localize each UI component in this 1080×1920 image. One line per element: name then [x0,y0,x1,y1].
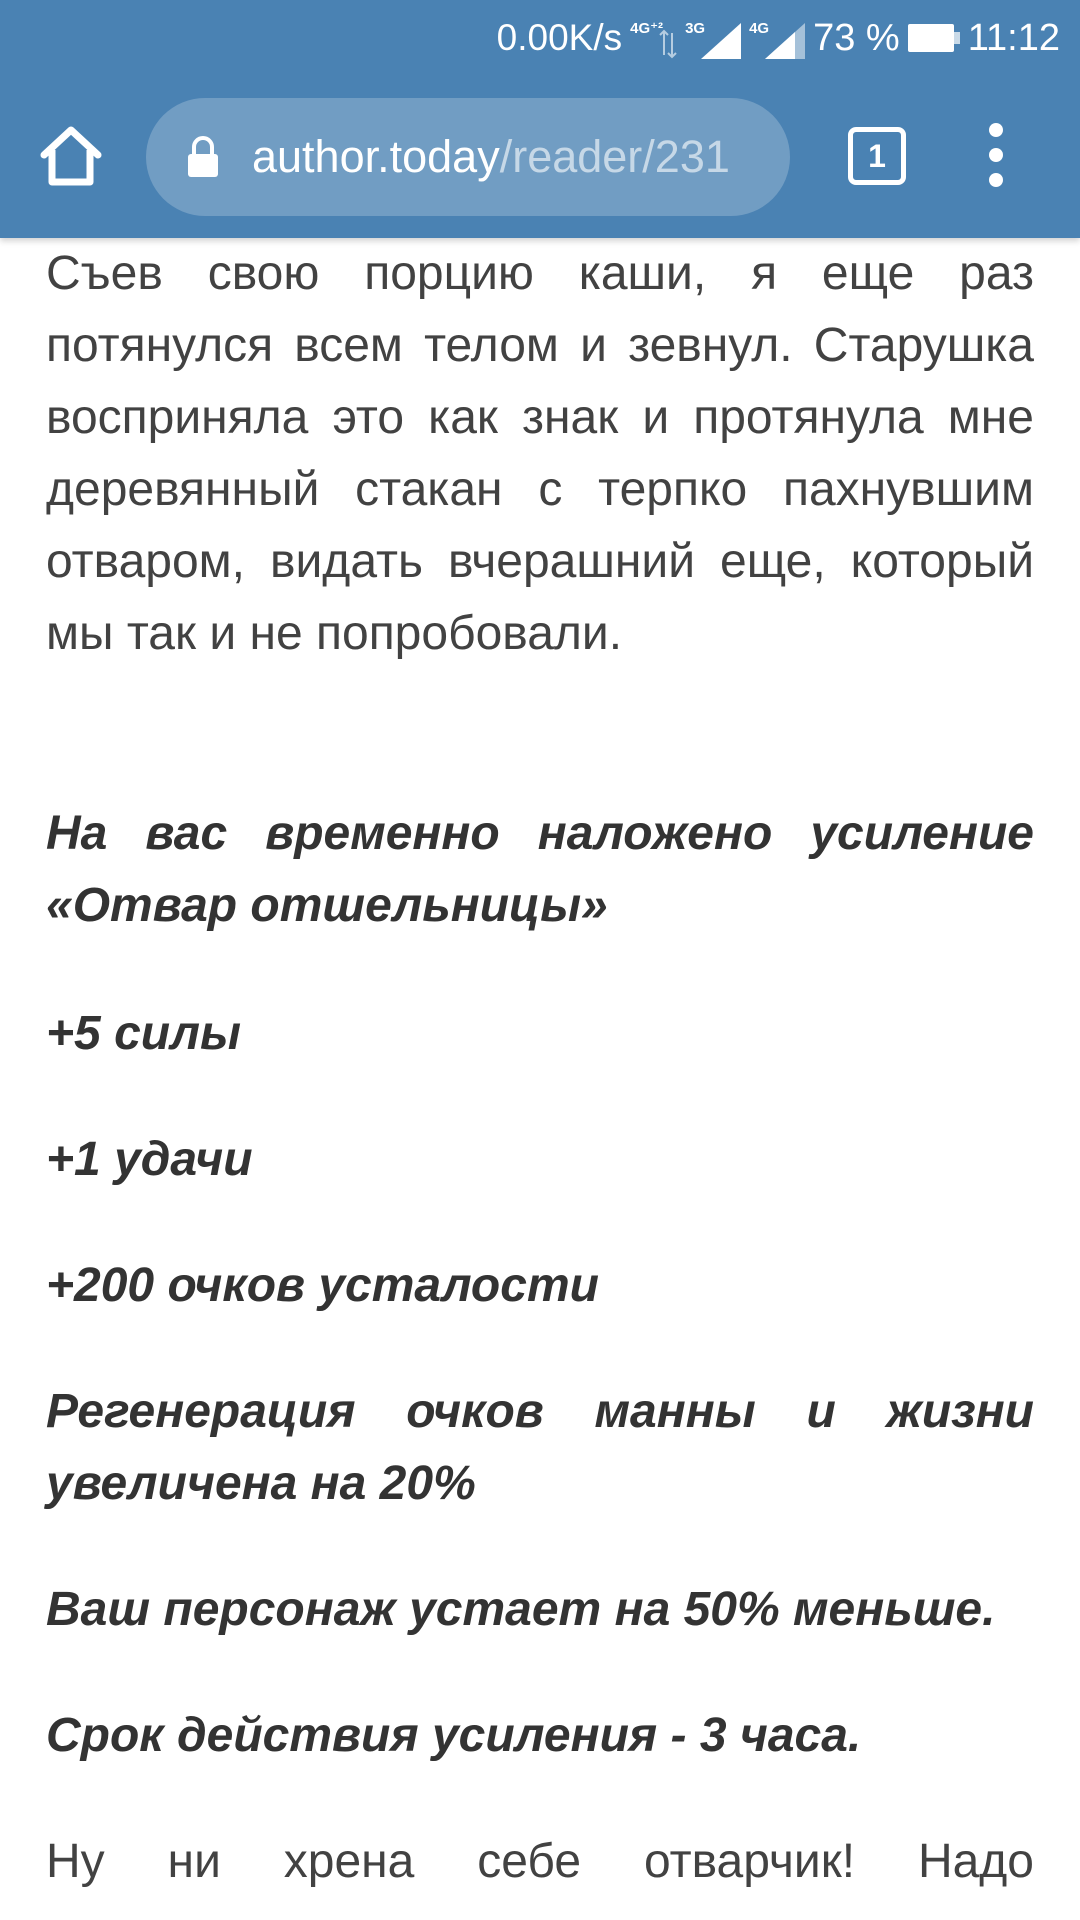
tab-count: 1 [848,127,906,185]
buff-fatigue: +200 очков усталости [46,1259,599,1312]
status-indicators [497,14,1060,62]
signal-3-label: 4G [749,20,770,37]
clock: 11:12 [967,16,1060,59]
buff-duration: Срок действия усиления - 3 часа. [46,1709,862,1762]
buff-strength: +5 силы [46,1007,241,1060]
more-vert-icon [976,118,1016,192]
battery-percent: 73 % [813,16,900,59]
paragraph: Ну ни хрена себе отварчик! Надо [46,1835,1034,1888]
url-text [252,98,730,216]
menu-button[interactable] [976,118,1016,192]
buff-tiredness: Ваш персонаж устает на 50% меньше. [46,1583,996,1636]
signal-2 [685,17,741,59]
home-button[interactable] [36,122,106,192]
signal-1 [630,17,677,59]
status-bar [0,0,1080,76]
home-icon [36,122,106,192]
browser-top-bar [0,0,1080,238]
battery-icon [908,24,960,52]
signal-3 [749,17,805,59]
buff-regen: Регенерация очков манны и жизни увеличена на 20% [46,1385,1034,1510]
buff-luck: +1 удачи [46,1133,253,1186]
address-bar[interactable] [146,98,790,216]
lock-icon [186,136,220,178]
signal-3-bars-icon [765,23,805,59]
url-domain: author.today [252,131,500,182]
paragraph: Съев свою порцию каши, я еще раз потянулся всем телом и зевнул. Старушка восприняла это как знак и протянула мне деревянный стакан с терпко пахнувшим отваром, видать вчерашний еще, который мы так и не попробовали. [46,247,1034,660]
tab-switcher-button[interactable] [848,127,902,181]
network-speed: 0.00K/s [496,17,623,58]
signal-1-label: 4G⁺² [630,20,664,37]
signal-2-label: 3G [685,20,706,37]
signal-2-bars-icon [701,23,741,59]
browser-toolbar [0,76,1080,238]
url-path: /reader/231 [499,131,730,182]
buff-title: На вас временно наложено усиление «Отвар отшельницы» [46,807,1034,932]
